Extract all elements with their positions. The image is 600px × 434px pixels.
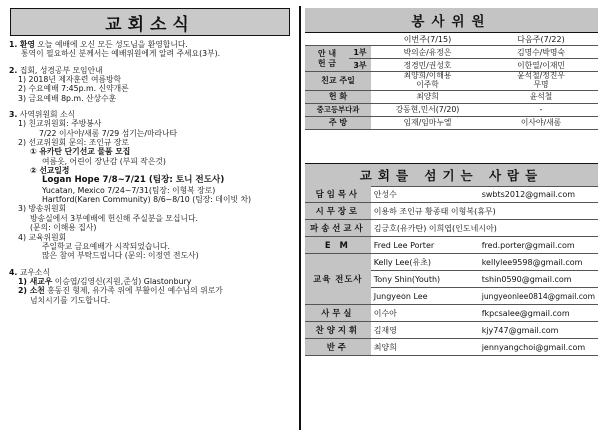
cell-next-week: 윤석철/정진우 무명 (484, 72, 598, 91)
cell-this-week: 최양희 (371, 90, 484, 103)
member-news-text: 넘치시기를 기도합니다. (30, 295, 111, 305)
table-row (305, 90, 598, 103)
person-email: kjy747@gmail.com (479, 322, 598, 339)
meeting-item: 1) 2018년 제자훈련 여름방학 (18, 75, 122, 85)
ministry-line: (문의: 이해용 집사) (30, 223, 97, 233)
table-row (305, 59, 598, 72)
role-label: 반주 (305, 339, 371, 356)
ministry-line: 2) 선교위원회 문의: 조인규 장로 (18, 138, 129, 148)
table-row (305, 103, 598, 116)
role-label: 사무실 (305, 305, 371, 322)
ministry-line: 4) 교육위원회 (18, 232, 67, 242)
ministry-line: 주일학교 금요예배가 시작되었습니다. (42, 241, 170, 251)
table-row (305, 254, 598, 271)
notice-meetings (0, 66, 300, 103)
cell-next-week: 이사야/새롬 (484, 116, 598, 129)
row-sublabel: 1부 (349, 46, 371, 59)
row-label: 헌 화 (305, 90, 371, 103)
row-label: 친교 주일 (305, 72, 371, 91)
notice-meetings-title: 집회, 성경공부 모임안내 (17, 65, 103, 75)
ministry-line: ② 선교일정 (30, 166, 70, 176)
person-name: 김긍호(유카탄) 이희엽(인도네시아) (371, 220, 598, 237)
leaders-title: 교회를 섬기는 사람들 (305, 163, 598, 187)
ministry-line: 1) 친교위원회: 주방봉사 (18, 119, 102, 129)
person-name: Fred Lee Porter (371, 237, 479, 254)
ministry-line: Yucatan, Mexico 7/24~7/31(팀장: 이형복 장로) (42, 185, 216, 195)
column-this-week: 이번주(7/15) (371, 33, 484, 46)
role-label: 담임목사 (305, 186, 371, 203)
table-row (305, 46, 598, 59)
column-next-week: 다음주(7/22) (484, 33, 598, 46)
notice-number: 2. (9, 65, 18, 75)
cell-this-week: 임재/임마누엘 (371, 116, 484, 129)
person-email: jennyangchoi@gmail.com (479, 339, 598, 356)
person-email: tshin0590@gmail.com (479, 271, 598, 288)
ministry-line: 3) 방송위원회 (18, 204, 67, 214)
notice-welcome-text: 오늘 예배에 오신 모든 성도님을 환영합니다. (34, 40, 188, 49)
ministry-line: Hartford(Karen Community) 8/6~8/10 (팀장: 데이빗 차) (42, 195, 252, 205)
person-name: Tony Shin(Youth) (371, 271, 479, 288)
notice-members (0, 268, 300, 305)
notice-members-title: 교우소식 (17, 267, 50, 277)
role-label: 교육 전도사 (305, 254, 371, 305)
church-news-list (0, 40, 300, 312)
role-label: 파송선교사 (305, 220, 371, 237)
leaders-table (305, 186, 598, 356)
member-news-label: 1) 새교우 (18, 276, 53, 286)
table-row (305, 203, 598, 220)
ministry-line: 방송실에서 3부예배에 헌신해 주실분을 모십니다. (30, 213, 198, 223)
table-row (305, 322, 598, 339)
cell-next-week: 김명수/박명숙 (484, 46, 598, 59)
cell-this-week: 최양희/이해용 이주학 (371, 72, 484, 91)
row-label: 중고등부다과 (305, 103, 371, 116)
table-row (305, 116, 598, 129)
cell-next-week: - (484, 103, 598, 116)
role-label: E M (305, 237, 371, 254)
notice-ministry (0, 110, 300, 260)
notice-welcome (0, 40, 300, 59)
person-email: swbts2012@gmail.com (479, 186, 598, 203)
role-label: 시무장로 (305, 203, 371, 220)
cell-this-week: 박의순/유정은 (371, 46, 484, 59)
row-sublabel: 3부 (349, 59, 371, 72)
row-label: 주 방 (305, 116, 371, 129)
notice-welcome-label: 환영 (19, 40, 35, 49)
table-row (305, 237, 598, 254)
person-name: Jungyeon Lee (371, 288, 479, 305)
volunteers-table (305, 33, 598, 130)
person-name: 이용하 조인규 황종태 이형복(휴무) (371, 203, 598, 220)
person-email: fkpcsalee@gmail.com (479, 305, 598, 322)
ministry-line: 여름옷, 어린이 장난감 (부피 작은것) (42, 156, 166, 166)
cell-this-week: 정경민/권성호 (371, 59, 484, 72)
person-email: jungyeonlee0814@gmail.com (479, 288, 598, 305)
cell-next-week: 이한열/이재민 (484, 59, 598, 72)
row-label: 안 내 헌 금 (305, 46, 349, 72)
member-news-text: 홍동진 형제, 유가족 위에 부활이신 예수님의 위로가 (44, 286, 223, 296)
volunteers-title: 봉사위원 (305, 8, 598, 33)
notice-number: 1. (9, 40, 18, 49)
person-name: 최양희 (371, 339, 479, 356)
member-news-label: 2) 소천 (18, 286, 45, 296)
notice-number: 4. (9, 267, 18, 277)
meeting-item: 3) 금요예배 8p.m. 산상수훈 (18, 93, 117, 103)
volunteers-header-row (305, 33, 598, 46)
notice-welcome-line2: 통역이 필요하신 분께서는 예배위원에게 알려 주세요(3부). (21, 49, 221, 59)
person-email: fred.porter@gmail.com (479, 237, 598, 254)
ministry-line: ① 유카탄 단기선교 물품 모집 (30, 147, 131, 157)
person-name: Kelly Lee(유초) (371, 254, 479, 271)
notice-number: 3. (9, 110, 18, 120)
ministry-line: 7/22 이사야/새롬 7/29 섬기는/마라나타 (39, 128, 178, 138)
meeting-item: 2) 수요예배 7:45p.m. 신약개론 (18, 84, 129, 94)
table-row (305, 186, 598, 203)
table-row (305, 220, 598, 237)
person-email: kellylee9598@gmail.com (479, 254, 598, 271)
cell-this-week: 강동현,민서(7/20) (371, 103, 484, 116)
table-row (305, 305, 598, 322)
cell-next-week: 윤석철 (484, 90, 598, 103)
person-name: 이수아 (371, 305, 479, 322)
member-news-text: 이승엽/김영신(지원,준성) Glastonbury (52, 276, 192, 286)
ministry-line: Logan Hope 7/8~7/21 (팀장: 토니 전도사) (42, 175, 225, 186)
table-row (305, 339, 598, 356)
column-divider (299, 6, 301, 430)
table-row (305, 72, 598, 91)
church-news-title: 교회소식 (10, 8, 290, 36)
ministry-line: 많은 참여 부탁드립니다 (문의: 이정연 전도사) (42, 251, 199, 261)
notice-ministry-title: 사역위원회 소식 (17, 110, 76, 120)
role-label: 찬양지휘 (305, 322, 371, 339)
person-name: 안성수 (371, 186, 479, 203)
person-name: 김재영 (371, 322, 479, 339)
